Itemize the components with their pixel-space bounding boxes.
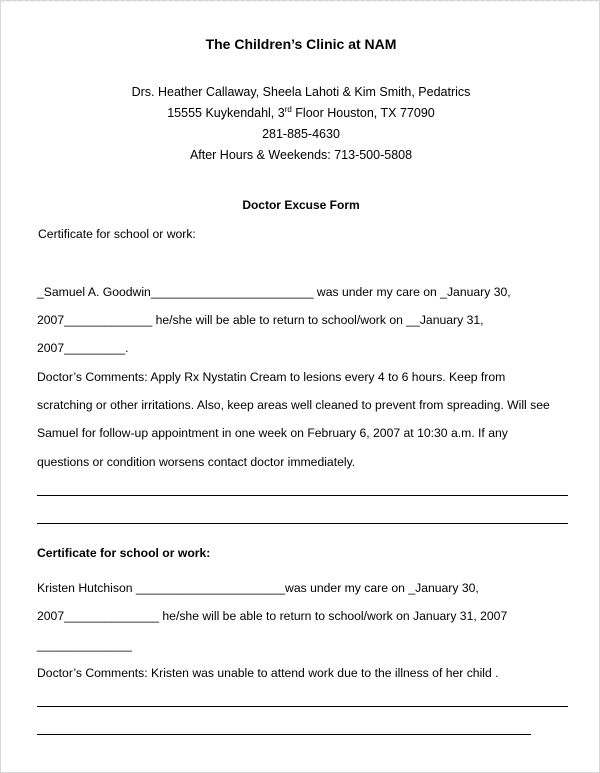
- section2-blank-line-1: [37, 706, 568, 707]
- section1-comments-line1: Doctor’s Comments: Apply Rx Nystatin Cream to lesions every 4 to 6 hours. Keep from: [37, 370, 506, 384]
- address-line: [1, 106, 600, 120]
- section2-heading: Certificate for school or work:: [37, 546, 211, 560]
- clinic-title: The Children’s Clinic at NAM: [205, 36, 397, 52]
- section1-comments-line3: Samuel for follow-up appointment in one week on February 6, 2007 at 10:30 a.m. If any: [37, 426, 508, 440]
- section1-comments-line4: questions or condition worsens contact doctor immediately.: [37, 455, 356, 469]
- after-hours-line: After Hours & Weekends: 713-500-5808: [189, 148, 413, 162]
- section2-line3: ______________: [37, 638, 132, 652]
- section2-line1: [37, 581, 479, 595]
- section1-line3: 2007_________.: [37, 341, 129, 355]
- section2-line2: 2007______________ he/she will be able to return to school/work on January 31, 2007: [37, 609, 508, 623]
- section1-comments-line2: scratching or other irritations. Also, keep areas well cleaned to prevent from spreading. Will see: [37, 398, 550, 412]
- address-part-a: 15555 Kuykendahl, 3: [167, 106, 285, 120]
- phone-line: 281-885-4630: [262, 127, 340, 141]
- section1-care-date: was under my care on _January 30,: [316, 285, 511, 299]
- section1-line2: 2007_____________ he/she will be able to return to school/work on __January 31,: [37, 313, 484, 327]
- section2-care-date: was under my care on _January 30,: [285, 581, 479, 595]
- form-title: Doctor Excuse Form: [242, 198, 360, 212]
- address-part-b: Floor Houston, TX 77090: [291, 106, 435, 120]
- section1-heading: Certificate for school or work:: [38, 227, 196, 241]
- address-superscript: rd: [284, 104, 292, 114]
- section1-blank-line-2: [37, 523, 568, 524]
- section2-blank-line-2: [37, 734, 531, 735]
- section1-blank-line-1: [37, 495, 568, 496]
- section1-line1: [37, 285, 511, 299]
- section2-patient-name: Kristen Hutchison ______________________: [37, 581, 286, 595]
- section1-patient-name: _Samuel A. Goodwin________________________: [37, 285, 314, 299]
- section2-comments: Doctor’s Comments: Kristen was unable to attend work due to the illness of her child .: [37, 666, 499, 680]
- doctors-line: Drs. Heather Callaway, Sheela Lahoti & Kim Smith, Pedatrics: [131, 85, 471, 99]
